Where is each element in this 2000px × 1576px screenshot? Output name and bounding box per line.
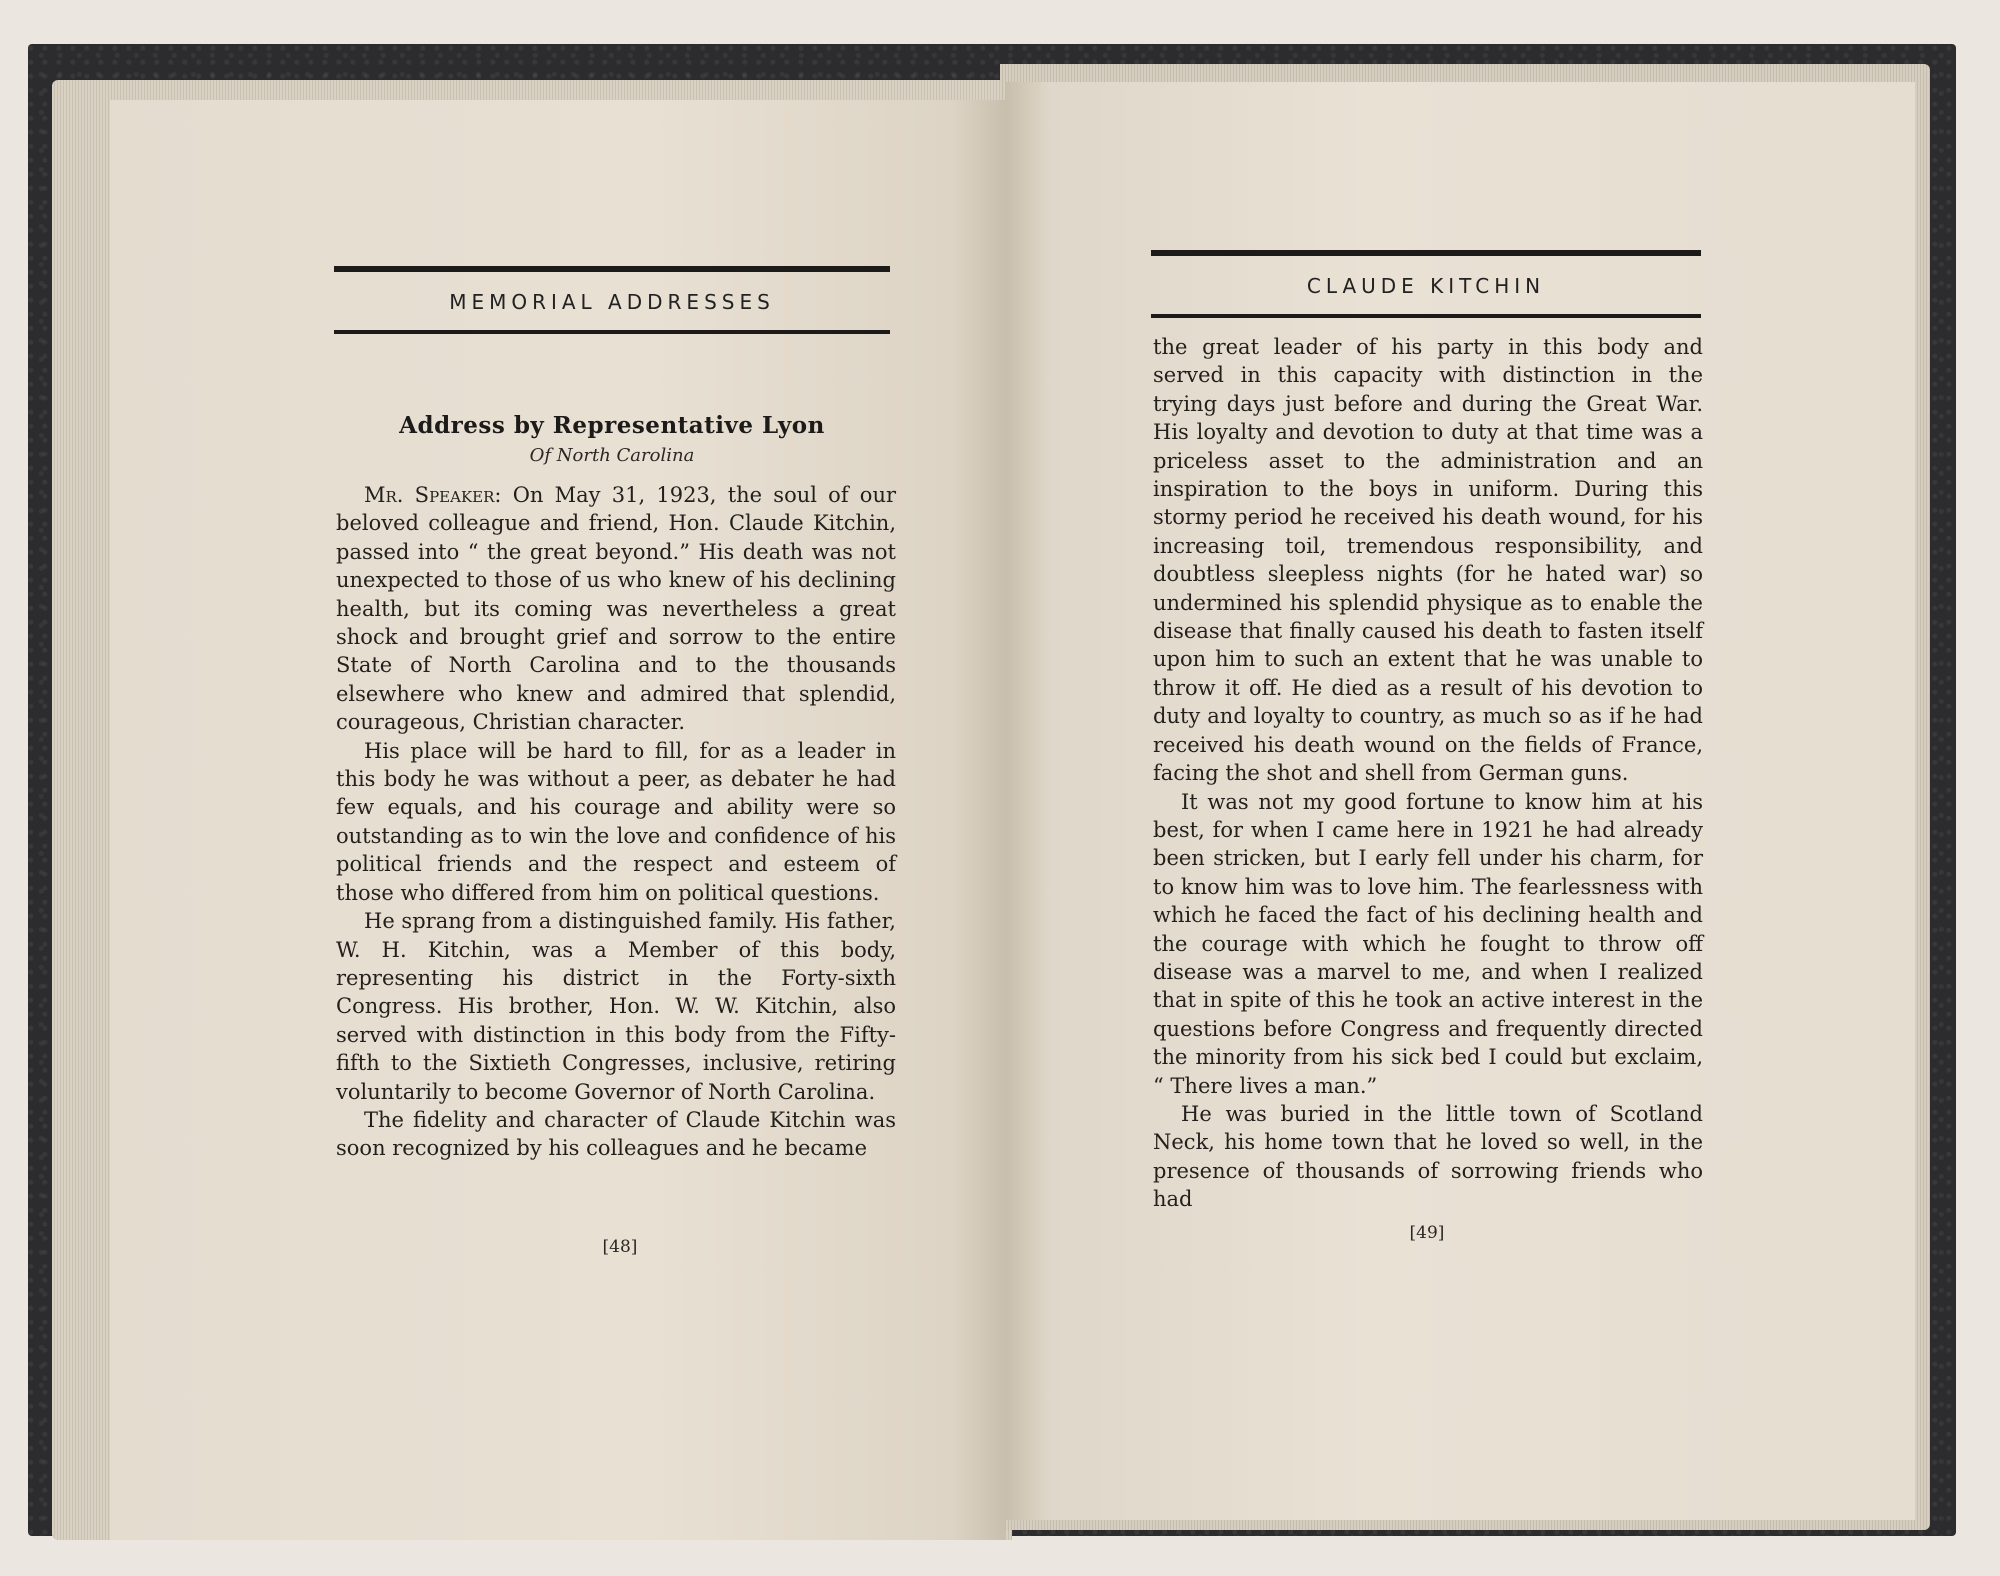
right-body-text xyxy=(1153,333,1703,1214)
paragraph xyxy=(1153,1100,1703,1214)
head-rule-bottom xyxy=(1151,314,1701,318)
left-body-text xyxy=(336,481,896,1163)
head-rule-bottom xyxy=(334,330,890,334)
address-title: Address by Representative Lyon xyxy=(399,412,825,439)
paragraph-text: : On May 31, 1923, the soul of our beloved colleague and friend, Hon. Claude Kitchin, passed into “ the great beyond.” His death was not unexpected to those of us who knew of his declining health, but its coming was nevertheless a great shock and brought grief and sorrow to the entire State of North Carolina and to the thousands elsewhere who knew and admired that splendid, courageous, Christian character. xyxy=(336,483,897,735)
paragraph xyxy=(336,737,896,907)
left-page xyxy=(110,100,1005,1540)
paragraph xyxy=(336,1106,896,1163)
paragraph-text: The fidelity and character of Claude Kitchin was soon recognized by his colleagues and he became xyxy=(336,1107,896,1161)
address-subtitle: Of North Carolina xyxy=(529,445,695,466)
right-page xyxy=(1005,82,1915,1520)
running-head-text: MEMORIAL ADDRESSES xyxy=(449,290,775,314)
address-title-block xyxy=(334,412,890,466)
paragraph xyxy=(1153,788,1703,1100)
page-number-right: [49] xyxy=(1409,1223,1445,1243)
paragraph-text: He was buried in the little town of Scotland Neck, his home town that he loved so well, in the presence of thousands of sorrowing friends who had xyxy=(1153,1101,1703,1212)
paragraph xyxy=(1153,333,1703,788)
paragraph-text: His place will be hard to fill, for as a leader in this body he was without a peer, as debater he had few equals, and his courage and ability were so outstanding as to win the love and confidence of his political friends and the respect and esteem of those who differed from him on political questions. xyxy=(336,738,896,905)
speaker-lead: Mr. Speaker xyxy=(364,483,495,507)
paragraph xyxy=(336,481,896,737)
running-head-text: CLAUDE KITCHIN xyxy=(1306,274,1546,298)
right-running-head xyxy=(1151,250,1701,318)
left-running-head xyxy=(334,266,890,334)
page-number-left: [48] xyxy=(602,1237,638,1257)
paragraph-text: It was not my good fortune to know him at his best, for when I came here in 1921 he had already been stricken, but I early fell under his charm, for to know him was to love him. The fearlessness with which he faced the fact of his declining health and the courage with which he fought to throw off disease was a marvel to me, and when I realized that in spite of this he took an active interest in the questions before Congress and frequently directed the minority from his sick bed I could but exclaim, “ There lives a man.” xyxy=(1153,789,1703,1098)
paragraph-text: He sprang from a distinguished family. His father, W. H. Kitchin, was a Member of this body, representing his district in the Forty-sixth Congress. His brother, Hon. W. W. Kitchin, also served with distinction in this body from the Fifty-fifth to the Sixtieth Congresses, inclusive, retiring voluntarily to become Governor of North Carolina. xyxy=(336,909,896,1104)
paragraph xyxy=(336,907,896,1106)
paragraph-text: the great leader of his party in this body and served in this capacity with distinction in the trying days just before and during the Great War. His loyalty and devotion to duty at that time was a priceless asset to the administration and an inspiration to the boys in uniform. During this stormy period he received his death wound, for his increasing toil, tremendous responsibility, and doubtless sleepless nights (for he hated war) so undermined his splendid physique as to enable the disease that finally caused his death to fasten itself upon him to such an extent that he was unable to throw it off. He died as a result of his devotion to duty and loyalty to country, as much so as if he had received his death wound on the fields of France, facing the shot and shell from German guns. xyxy=(1153,335,1703,786)
